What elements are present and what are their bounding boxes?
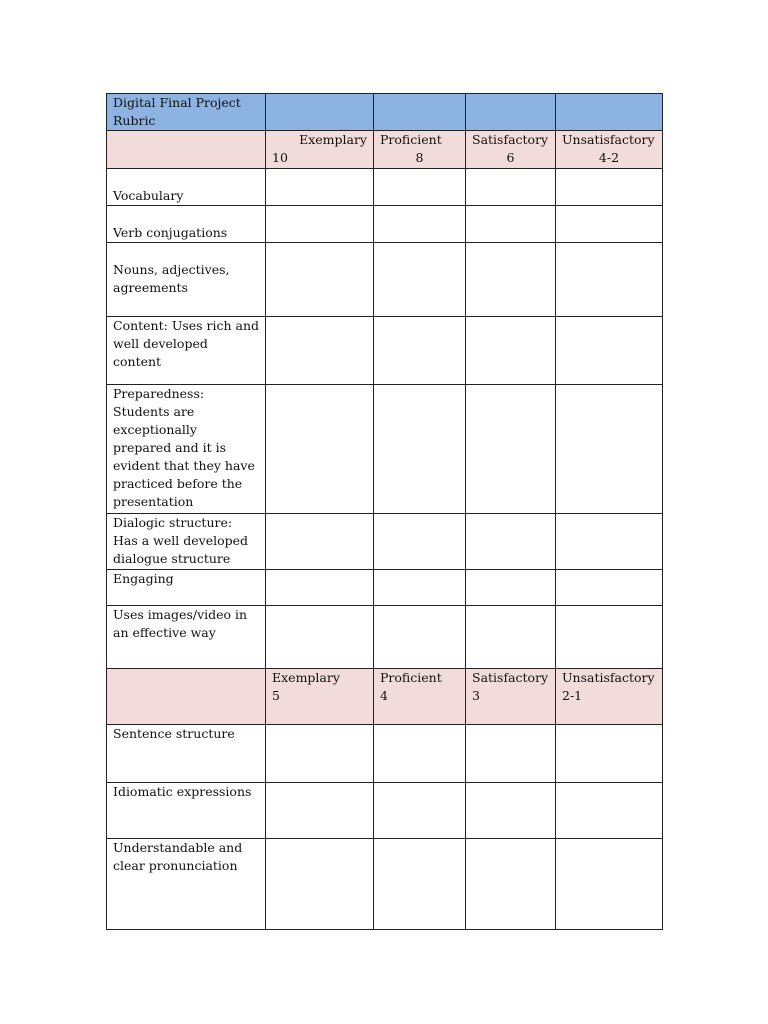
- header-blank-cell: [107, 669, 266, 725]
- criterion-text: Sentence structure: [113, 726, 235, 741]
- criterion-row: [107, 206, 663, 243]
- criterion-text: Uses images/video in: [113, 607, 248, 622]
- score-header-unsatisfactory: [556, 669, 663, 725]
- score-points: 4: [380, 688, 388, 703]
- criterion-row: [107, 243, 663, 317]
- score-cell[interactable]: [374, 169, 466, 206]
- score-label: Unsatisfactory: [562, 670, 655, 685]
- score-cell[interactable]: [266, 206, 374, 243]
- criterion-cell: [107, 725, 266, 783]
- score-cell[interactable]: [374, 783, 466, 839]
- criterion-text: Has a well developed: [113, 533, 249, 548]
- title-row: [107, 94, 663, 131]
- score-header-proficient: [374, 669, 466, 725]
- score-cell[interactable]: [374, 570, 466, 606]
- score-cell[interactable]: [556, 243, 663, 317]
- criterion-cell: [107, 243, 266, 317]
- score-cell[interactable]: [266, 243, 374, 317]
- score-cell[interactable]: [266, 783, 374, 839]
- criterion-text: Preparedness:: [113, 386, 205, 401]
- score-cell[interactable]: [466, 385, 556, 514]
- score-label: Proficient: [380, 670, 442, 685]
- criterion-text: Understandable and: [113, 840, 243, 855]
- score-cell[interactable]: [266, 317, 374, 385]
- criterion-row: [107, 169, 663, 206]
- score-header-exemplary: [266, 131, 374, 169]
- score-cell[interactable]: [466, 725, 556, 783]
- score-points: 4-2: [598, 150, 620, 165]
- criterion-row: [107, 317, 663, 385]
- score-cell[interactable]: [466, 243, 556, 317]
- score-points: 5: [272, 688, 280, 703]
- criterion-text: Dialogic structure:: [113, 515, 233, 530]
- score-cell[interactable]: [556, 206, 663, 243]
- title-blank-cell: [556, 94, 663, 131]
- criterion-text: Nouns, adjectives,: [113, 262, 230, 277]
- criterion-cell: [107, 783, 266, 839]
- score-cell[interactable]: [466, 317, 556, 385]
- rubric-title-cell: [107, 94, 266, 131]
- score-cell[interactable]: [266, 169, 374, 206]
- score-header-exemplary: [266, 669, 374, 725]
- criterion-text: Content: Uses rich and: [113, 318, 260, 333]
- score-points: 3: [472, 688, 480, 703]
- rubric-table: [106, 93, 663, 930]
- criterion-cell: [107, 839, 266, 930]
- criterion-text: Vocabulary: [113, 188, 184, 203]
- score-cell[interactable]: [466, 783, 556, 839]
- criterion-text: exceptionally: [113, 422, 197, 437]
- score-points: 10: [272, 150, 288, 165]
- score-points: 8: [415, 150, 424, 165]
- score-cell[interactable]: [374, 725, 466, 783]
- criterion-text: evident that they have: [113, 458, 255, 473]
- criterion-row: [107, 606, 663, 669]
- score-header-row: [107, 669, 663, 725]
- score-label: Satisfactory: [472, 132, 549, 147]
- score-cell[interactable]: [556, 783, 663, 839]
- score-cell[interactable]: [556, 169, 663, 206]
- score-cell[interactable]: [266, 606, 374, 669]
- score-label: Exemplary: [272, 670, 340, 685]
- criterion-text: prepared and it is: [113, 440, 227, 455]
- criterion-text: presentation: [113, 494, 194, 509]
- score-label: Exemplary: [299, 132, 367, 147]
- title-blank-cell: [266, 94, 374, 131]
- title-blank-cell: [466, 94, 556, 131]
- criterion-cell: [107, 606, 266, 669]
- score-label: Satisfactory: [472, 670, 549, 685]
- score-cell[interactable]: [466, 169, 556, 206]
- criterion-cell: [107, 570, 266, 606]
- score-points: 6: [506, 150, 515, 165]
- score-cell[interactable]: [556, 385, 663, 514]
- title-blank-cell: [374, 94, 466, 131]
- criterion-text: agreements: [113, 280, 188, 295]
- rubric-title-line: Digital Final Project: [113, 95, 241, 110]
- criterion-cell: [107, 514, 266, 570]
- criterion-text: an effective way: [113, 625, 216, 640]
- rubric-title-line: Rubric: [113, 113, 156, 128]
- criterion-cell: [107, 169, 266, 206]
- criterion-text: clear pronunciation: [113, 858, 238, 873]
- score-cell[interactable]: [374, 243, 466, 317]
- criterion-text: content: [113, 354, 162, 369]
- score-cell[interactable]: [556, 725, 663, 783]
- criterion-text: Verb conjugations: [113, 225, 228, 240]
- criterion-row: [107, 783, 663, 839]
- score-cell[interactable]: [374, 839, 466, 930]
- score-cell[interactable]: [266, 725, 374, 783]
- score-cell[interactable]: [266, 385, 374, 514]
- score-cell[interactable]: [374, 206, 466, 243]
- criterion-text: well developed: [113, 336, 208, 351]
- score-cell[interactable]: [466, 206, 556, 243]
- criterion-row: [107, 725, 663, 783]
- criterion-text: practiced before the: [113, 476, 243, 491]
- score-points: 2-1: [562, 688, 583, 703]
- criterion-text: Idiomatic expressions: [113, 784, 252, 799]
- score-cell[interactable]: [374, 514, 466, 570]
- score-cell[interactable]: [466, 570, 556, 606]
- score-header-satisfactory: [466, 131, 556, 169]
- score-header-unsatisfactory: [556, 131, 663, 169]
- score-cell[interactable]: [466, 606, 556, 669]
- header-blank-cell: [107, 131, 266, 169]
- criterion-cell: [107, 206, 266, 243]
- score-cell[interactable]: [556, 514, 663, 570]
- score-cell[interactable]: [556, 606, 663, 669]
- score-cell[interactable]: [466, 514, 556, 570]
- criterion-row: [107, 514, 663, 570]
- score-cell[interactable]: [466, 839, 556, 930]
- score-cell[interactable]: [266, 839, 374, 930]
- score-cell[interactable]: [556, 839, 663, 930]
- score-label: Proficient: [380, 132, 442, 147]
- criterion-text: Students are: [113, 404, 195, 419]
- score-cell[interactable]: [266, 570, 374, 606]
- score-label: Unsatisfactory: [562, 132, 655, 147]
- score-header-row: [107, 131, 663, 169]
- score-cell[interactable]: [556, 317, 663, 385]
- criterion-row: [107, 385, 663, 514]
- score-cell[interactable]: [374, 606, 466, 669]
- score-cell[interactable]: [266, 514, 374, 570]
- score-header-satisfactory: [466, 669, 556, 725]
- score-cell[interactable]: [374, 317, 466, 385]
- criterion-row: [107, 839, 663, 930]
- criterion-row: [107, 570, 663, 606]
- criterion-cell: [107, 317, 266, 385]
- score-cell[interactable]: [374, 385, 466, 514]
- criterion-cell: [107, 385, 266, 514]
- score-cell[interactable]: [556, 570, 663, 606]
- criterion-text: Engaging: [113, 571, 174, 586]
- score-header-proficient: [374, 131, 466, 169]
- criterion-text: dialogue structure: [113, 551, 231, 566]
